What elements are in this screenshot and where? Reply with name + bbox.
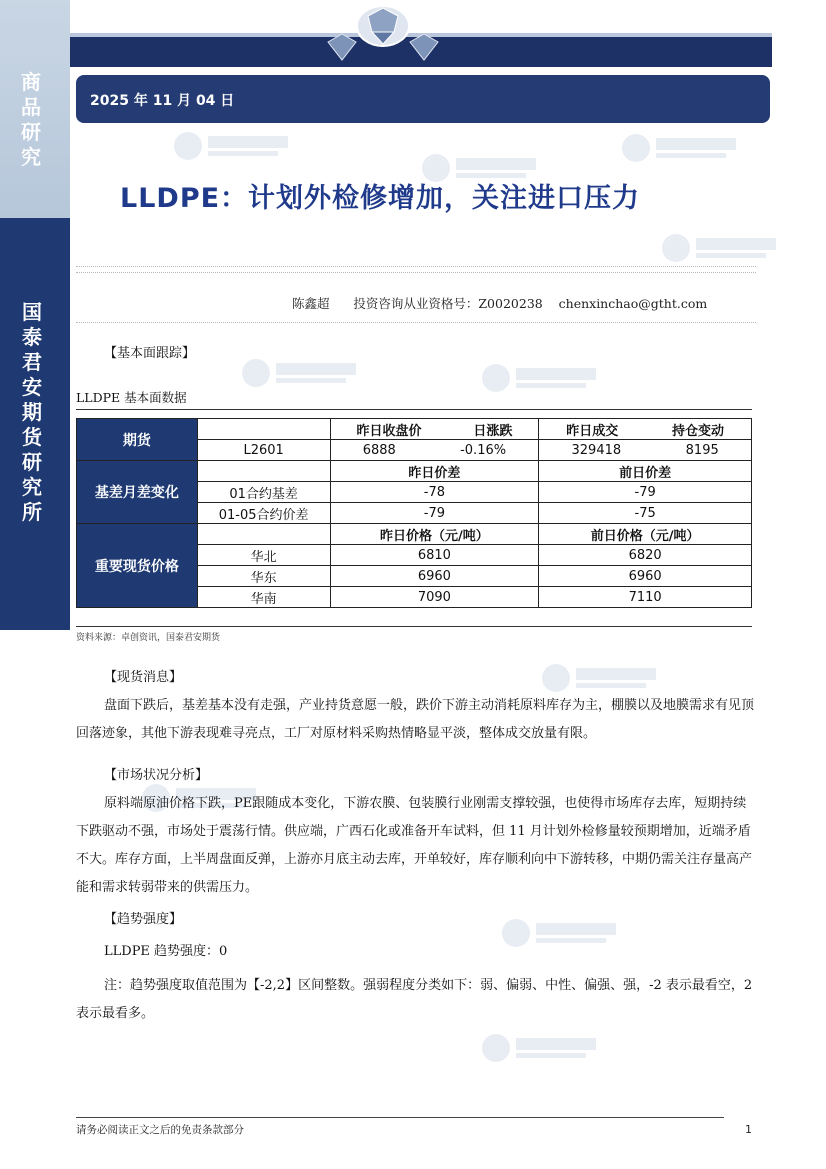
report-date: 2025 年 11 月 04 日 <box>90 93 235 109</box>
header-basis-prev: 前日价差 <box>539 461 752 482</box>
divider <box>76 409 752 410</box>
table-row <box>77 461 752 482</box>
row-label: 01合约基差 <box>197 482 330 503</box>
cell-value: -79 <box>539 482 752 503</box>
sidebar-bottom-label: 国泰君安期货研究所 <box>22 300 42 524</box>
header-oi-change: 持仓变动 <box>672 423 725 439</box>
cell-value: 7110 <box>539 587 752 608</box>
divider <box>76 322 756 323</box>
qualification-number: Z0020238 <box>478 296 543 311</box>
row-label: 01-05合约价差 <box>197 503 330 524</box>
section-heading-fundamentals: 【基本面跟踪】 <box>104 346 196 361</box>
contract-code: L2601 <box>197 440 330 461</box>
watermark-logo-icon <box>480 360 600 396</box>
watermark-logo-icon <box>660 230 780 266</box>
diamond-logo-icon <box>318 2 448 66</box>
author-email[interactable]: chenxinchao@gtht.com <box>558 296 708 311</box>
oi-change: 8195 <box>685 442 719 458</box>
cell-value: 6810 <box>330 545 539 566</box>
row-label: 华北 <box>197 545 330 566</box>
paragraph-spot-news: 盘面下跌后，基差基本没有走强，产业持货意愿一般，跌价下游主动消耗原料库存为主，棚膜以及地膜需求有见顶回落迹象，其他下游表现难寻亮点，工厂对原材料采购热情略显平淡，整体成交放量有限。 <box>76 698 755 741</box>
sidebar-bottom-panel <box>0 218 70 630</box>
footer-divider <box>76 1117 724 1118</box>
watermark-logo-icon <box>620 130 740 166</box>
table-caption: LLDPE 基本面数据 <box>76 390 187 405</box>
watermark-logo-icon <box>480 1030 600 1066</box>
cell-value: 6820 <box>539 545 752 566</box>
row-label: 华东 <box>197 566 330 587</box>
divider <box>76 626 752 627</box>
category-futures: 期货 <box>77 419 198 461</box>
cell-value: 7090 <box>330 587 539 608</box>
header-volume: 昨日成交 <box>566 423 619 439</box>
header-spot-yesterday: 昨日价格（元/吨） <box>330 524 539 545</box>
date-bar <box>76 75 770 123</box>
sidebar-top-label: 商品研究 <box>21 70 41 169</box>
watermark-logo-icon <box>172 128 292 164</box>
header-spot-prev: 前日价格（元/吨） <box>539 524 752 545</box>
section-heading-market-analysis: 【市场状况分析】 <box>104 768 209 783</box>
table-row <box>77 524 752 545</box>
cell-value: -75 <box>539 503 752 524</box>
page-number: 1 <box>745 1123 752 1136</box>
header-close: 昨日收盘价 <box>356 423 422 439</box>
paragraph-market-analysis: 原料端原油价格下跌，PE跟随成本变化，下游农膜、包装膜行业刚需支撑较强，也使得市场库存去库，短期持续下跌驱动不强，市场处于震荡行情。供应端，广西石化或准备开车试料，但 11 月计划外检修量较预期增加，近端矛盾不大。库存方面，上半周盘面反弹，上游亦月底主动去库，开单较好，库存顺利向中下游转移，中期仍需关注存量高产能和需求转弱带来的供需压力。 <box>76 796 753 895</box>
category-basis: 基差月差变化 <box>77 461 198 524</box>
qualification-label: 投资咨询从业资格号： <box>353 296 479 311</box>
trend-value: LLDPE 趋势强度：0 <box>104 944 228 959</box>
cell-value: -78 <box>330 482 539 503</box>
cell-value: 6960 <box>330 566 539 587</box>
trend-note: 注：趋势强度取值范围为【-2,2】区间整数。强弱程度分类如下：弱、偏弱、中性、偏强、强，-2 表示最看空，2 表示最看多。 <box>76 978 753 1021</box>
section-heading-spot-news: 【现货消息】 <box>104 670 183 685</box>
category-spot: 重要现货价格 <box>77 524 198 608</box>
section-heading-trend: 【趋势强度】 <box>104 912 183 927</box>
row-label: 华南 <box>197 587 330 608</box>
close-price: 6888 <box>362 442 396 458</box>
header-change: 日涨跌 <box>473 423 513 439</box>
fundamentals-table <box>76 418 752 608</box>
author-name: 陈鑫超 <box>292 296 330 311</box>
report-title: LLDPE：计划外检修增加，关注进口压力 <box>120 183 641 214</box>
author-line <box>292 294 707 312</box>
volume: 329418 <box>571 442 622 458</box>
table-source: 资料来源：卓创资讯，国泰君安期货 <box>76 633 221 643</box>
footer-disclaimer: 请务必阅读正文之后的免责条款部分 <box>76 1124 244 1136</box>
header-basis-yesterday: 昨日价差 <box>330 461 539 482</box>
divider <box>76 272 756 273</box>
cell-value: -79 <box>330 503 539 524</box>
table-row <box>77 419 752 440</box>
watermark-logo-icon <box>240 355 360 391</box>
divider <box>76 266 756 267</box>
daily-change: -0.16% <box>460 442 507 458</box>
sidebar-top-panel <box>0 0 70 218</box>
watermark-logo-icon <box>540 660 660 696</box>
cell-value: 6960 <box>539 566 752 587</box>
